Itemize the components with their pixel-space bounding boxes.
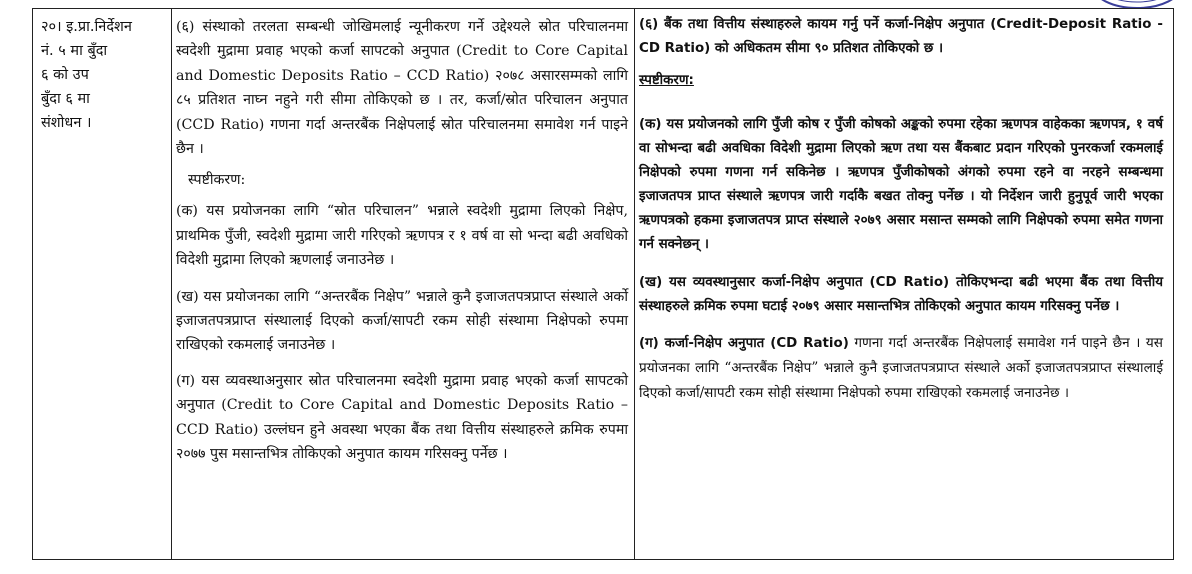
amended-provision-cell bbox=[635, 9, 1174, 560]
amended-item-kha: (ख) यस व्यवस्थानुसार कर्जा-निक्षेप अनुपात (CD Ratio) तोकिएभन्दा बढी भएमा बैंक तथा वित्तीय संस्थाहरुले क्रमिक रुपमा घटाई २०७९ असार मसान्तभित्र तोकिएको अनुपात कायम गरिसक्नु पर्नेछ । bbox=[639, 275, 1163, 314]
existing-item-ka: (क) यस प्रयोजनका लागि “स्रोत परिचालन” भन्नाले स्वदेशी मुद्रामा लिएको निक्षेप, प्राथमिक पुँजी, स्वदेशी मुद्रामा जारी गरिएको ऋणपत्र र १ वर्ष वा सो भन्दा बढी अवधिको विदेशी मुद्रामा लिएको ऋणलाई जनाउनेछ । bbox=[176, 203, 628, 269]
amended-item-ga-bold: (ग) कर्जा-निक्षेप अनुपात (CD Ratio) bbox=[639, 336, 849, 351]
amended-item-ga-rest: गणना गर्दा अन्तरबैंक निक्षेपलाई समावेश गर्न पाइने छैन । यस प्रयोजनका लागि “अन्तरबैंक निक्षेप” भन्नाले कुनै इजाजतपत्रप्राप्त संस्थाले अर्को इजाजतपत्रप्राप्त संस्थालाई दिएको कर्जा/सापटी रकम सोही संस्थामा निक्षेपको रुपमा राखिएको रकमलाई जनाउनेछ । bbox=[639, 335, 1163, 401]
directive-reference: २०। इ.प्रा.निर्देशन नं. ५ मा बुँदा ६ को उप बुँदा ६ मा संशोधन । bbox=[41, 19, 132, 131]
existing-clarification-heading: स्पष्टीकरण: bbox=[188, 172, 246, 189]
amended-item-ka: (क) यस प्रयोजनको लागि पुँजी कोष र पुँजी कोषको अङ्कको रुपमा रहेका ऋणपत्र वाहेकका ऋणपत्र, १ वर्ष वा सोभन्दा बढी अवधिका विदेशी मुद्रामा लिएको ऋण तथा यस बैंकबाट प्रदान गरिएको पुनरकर्जा रकमलाई निक्षेपको रुपमा गणना गर्न सकिनेछ । ऋणपत्र पुँजीकोषको अंगको रुपमा रहने वा नरहने सम्बन्धमा इजाजतपत्र प्राप्त संस्थाले ऋणपत्र जारी गर्दाकै बखत तोक्नु पर्नेछ । यो निर्देशन जारी हुनुपूर्व जारी भएका ऋणपत्रको हकमा इजाजतपत्र प्राप्त संस्थाले २०७९ असार मसान्त सम्मको लागि निक्षेपको रुपमा समेत गणना गर्न सक्नेछन् । bbox=[639, 117, 1163, 252]
amendment-table bbox=[32, 8, 1174, 560]
existing-item-kha: (ख) यस प्रयोजनका लागि “अन्तरबैंक निक्षेप” भन्नाले कुनै इजाजतपत्रप्राप्त संस्थाले अर्को इजाजतपत्रप्राप्त संस्थालाई दिएको कर्जा/सापटी रकम सोही संस्थामा निक्षेपको रुपमा राखिएको रकमलाई जनाउनेछ । bbox=[176, 288, 628, 354]
amended-clarification-heading: स्पष्टीकरण: bbox=[639, 73, 694, 88]
reference-cell bbox=[33, 9, 172, 560]
existing-item-ga: (ग) यस व्यवस्थाअनुसार स्रोत परिचालनमा स्वदेशी मुद्रामा प्रवाह भएको कर्जा सापटको अनुपात (Credit to Core Capital and Domestic Deposits Ratio – CCD Ratio) उल्लंघन हुने अवस्था भएका बैंक तथा वित्तीय संस्थाहरुले क्रमिक रुपमा २०७७ पुस मसान्तभित्र तोकिएको अनुपात कायम गरिसक्नु पर्नेछ । bbox=[176, 372, 628, 463]
table-row bbox=[33, 9, 1174, 560]
existing-provision-cell bbox=[172, 9, 635, 560]
amended-item-ga bbox=[635, 319, 1173, 406]
amended-main-paragraph: (६) बैंक तथा वित्तीय संस्थाहरुले कायम गर्नु पर्ने कर्जा-निक्षेप अनुपात (Credit-Deposit Ratio - CD Ratio) को अधिकतम सीमा ९० प्रतिशत तोकिएको छ । bbox=[639, 17, 1163, 56]
existing-main-paragraph: (६) संस्थाको तरलता सम्बन्धी जोखिमलाई न्यूनीकरण गर्ने उद्देश्यले स्रोत परिचालनमा स्वदेशी मुद्रामा प्रवाह भएको कर्जा सापटको अनुपात (Credit to Core Capital and Domestic Deposits Ratio – CCD Ratio) २०७८ असारसम्मको लागि ८५ प्रतिशत नाघ्न नहुने गरी सीमा तोकिएको छ । तर, कर्जा/स्रोत परिचालन अनुपात (CCD Ratio) गणना गर्दा अन्तरबैंक निक्षेपलाई स्रोत परिचालनमा समावेश गर्न पाइने छैन । bbox=[176, 19, 628, 158]
